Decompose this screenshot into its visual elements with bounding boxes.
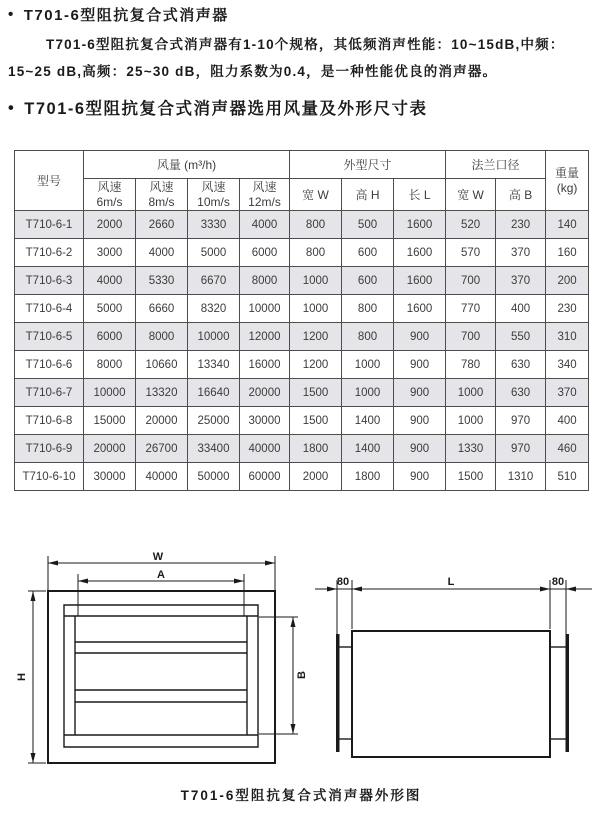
- value-cell: 1310: [496, 463, 546, 491]
- product-description: T701-6型阻抗复合式消声器有1-10个规格，其低频消声性能：10~15dB,中频：15~25 dB,高频：25~30 dB，阻力系数为0.4，是一种性能优良的消声器。: [8, 37, 565, 79]
- value-cell: 1000: [446, 379, 496, 407]
- value-cell: 1500: [446, 463, 496, 491]
- value-cell: 1000: [290, 267, 342, 295]
- dim-label-width: W: [152, 551, 164, 563]
- value-cell: 900: [394, 323, 446, 351]
- table-row: [15, 239, 589, 267]
- value-cell: 340: [546, 351, 589, 379]
- model-cell: T710-6-10: [15, 463, 84, 491]
- value-cell: 6000: [84, 323, 136, 351]
- value-cell: 1000: [290, 295, 342, 323]
- value-cell: 30000: [84, 463, 136, 491]
- weight-unit: (kg): [556, 180, 578, 195]
- col-header-width-w: 宽 W: [290, 179, 342, 211]
- value-cell: 520: [446, 211, 496, 239]
- value-cell: 570: [446, 239, 496, 267]
- section-heading-table: [8, 95, 428, 119]
- value-cell: 500: [342, 211, 394, 239]
- inner-frame: [64, 605, 258, 747]
- model-cell: T710-6-9: [15, 435, 84, 463]
- weight-label: 重量: [555, 165, 580, 180]
- value-cell: 2660: [136, 211, 188, 239]
- value-cell: 310: [546, 323, 589, 351]
- value-cell: 6670: [188, 267, 240, 295]
- value-cell: 600: [342, 239, 394, 267]
- value-cell: 3330: [188, 211, 240, 239]
- value-cell: 8000: [136, 323, 188, 351]
- value-cell: 900: [394, 351, 446, 379]
- table-row: [15, 435, 589, 463]
- front-view-body: [48, 591, 275, 763]
- col-group-outline-dims: 外型尺寸: [290, 151, 446, 179]
- value-cell: 40000: [136, 463, 188, 491]
- table-row: [15, 351, 589, 379]
- value-cell: 1400: [342, 435, 394, 463]
- value-cell: 200: [546, 267, 589, 295]
- value-cell: 400: [546, 407, 589, 435]
- value-cell: 370: [546, 379, 589, 407]
- spec-table-body: [15, 211, 589, 491]
- value-cell: 1330: [446, 435, 496, 463]
- col-header-weight: [546, 151, 589, 211]
- col-group-flange: 法兰口径: [446, 151, 546, 179]
- value-cell: 5000: [188, 239, 240, 267]
- section-heading-product: [8, 4, 229, 25]
- value-cell: 800: [290, 239, 342, 267]
- value-cell: 20000: [136, 407, 188, 435]
- value-cell: 370: [496, 239, 546, 267]
- value-cell: 4000: [136, 239, 188, 267]
- value-cell: 1600: [394, 267, 446, 295]
- value-cell: 900: [394, 463, 446, 491]
- value-cell: 12000: [240, 323, 290, 351]
- value-cell: 1200: [290, 351, 342, 379]
- outer-casing: [48, 591, 275, 763]
- value-cell: 1000: [342, 351, 394, 379]
- value-cell: 1400: [342, 407, 394, 435]
- bullet-icon: •: [8, 6, 15, 23]
- value-cell: 460: [546, 435, 589, 463]
- value-cell: 900: [394, 379, 446, 407]
- figure-caption: T701-6型阻抗复合式消声器外形图: [180, 788, 422, 803]
- col-header-flange-width: 宽 W: [446, 179, 496, 211]
- col-header-windspeed-8: 风速 8m/s: [136, 179, 188, 211]
- model-cell: T710-6-7: [15, 379, 84, 407]
- value-cell: 20000: [84, 435, 136, 463]
- value-cell: 6000: [240, 239, 290, 267]
- value-cell: 900: [394, 407, 446, 435]
- header-group-row: [15, 151, 589, 179]
- value-cell: 700: [446, 267, 496, 295]
- col-header-windspeed-6: 风速 6m/s: [84, 179, 136, 211]
- table-row: [15, 267, 589, 295]
- model-cell: T710-6-8: [15, 407, 84, 435]
- dim-label-right-flange: 80: [551, 576, 565, 588]
- bullet-icon: •: [8, 99, 16, 117]
- value-cell: 1800: [342, 463, 394, 491]
- side-view-body: [336, 631, 569, 757]
- value-cell: 140: [546, 211, 589, 239]
- value-cell: 33400: [188, 435, 240, 463]
- value-cell: 8000: [240, 267, 290, 295]
- value-cell: 13340: [188, 351, 240, 379]
- value-cell: 1600: [394, 239, 446, 267]
- header-sub-row: [15, 179, 589, 211]
- value-cell: 5330: [136, 267, 188, 295]
- value-cell: 2000: [290, 463, 342, 491]
- dim-label-inner-width: A: [157, 569, 165, 581]
- dim-label-height: H: [16, 673, 28, 681]
- value-cell: 1500: [290, 379, 342, 407]
- col-header-height-h: 高 H: [342, 179, 394, 211]
- spec-table-header: [15, 151, 589, 211]
- value-cell: 10000: [84, 379, 136, 407]
- value-cell: 8000: [84, 351, 136, 379]
- table-row: [15, 379, 589, 407]
- model-cell: T710-6-5: [15, 323, 84, 351]
- value-cell: 800: [342, 323, 394, 351]
- model-cell: T710-6-3: [15, 267, 84, 295]
- product-title: T701-6型阻抗复合式消声器: [23, 7, 229, 24]
- value-cell: 550: [496, 323, 546, 351]
- value-cell: 60000: [240, 463, 290, 491]
- value-cell: 780: [446, 351, 496, 379]
- model-cell: T710-6-1: [15, 211, 84, 239]
- value-cell: 510: [546, 463, 589, 491]
- value-cell: 970: [496, 435, 546, 463]
- value-cell: 160: [546, 239, 589, 267]
- side-view-drawing: [305, 545, 602, 775]
- value-cell: 770: [446, 295, 496, 323]
- value-cell: 5000: [84, 295, 136, 323]
- value-cell: 4000: [240, 211, 290, 239]
- value-cell: 13320: [136, 379, 188, 407]
- spec-table: [14, 150, 589, 491]
- value-cell: 1800: [290, 435, 342, 463]
- value-cell: 1500: [290, 407, 342, 435]
- value-cell: 10000: [188, 323, 240, 351]
- value-cell: 16000: [240, 351, 290, 379]
- value-cell: 10660: [136, 351, 188, 379]
- value-cell: 700: [446, 323, 496, 351]
- model-cell: T710-6-6: [15, 351, 84, 379]
- value-cell: 400: [496, 295, 546, 323]
- value-cell: 800: [290, 211, 342, 239]
- value-cell: 4000: [84, 267, 136, 295]
- table-section-title: T701-6型阻抗复合式消声器选用风量及外形尺寸表: [24, 100, 428, 118]
- value-cell: 230: [546, 295, 589, 323]
- value-cell: 1000: [342, 379, 394, 407]
- value-cell: 970: [496, 407, 546, 435]
- value-cell: 30000: [240, 407, 290, 435]
- col-header-length-l: 长 L: [394, 179, 446, 211]
- table-row: [15, 463, 589, 491]
- value-cell: 3000: [84, 239, 136, 267]
- left-flange: [336, 634, 340, 752]
- value-cell: 26700: [136, 435, 188, 463]
- flange-connector-lines: [340, 647, 566, 739]
- value-cell: 900: [394, 435, 446, 463]
- table-row: [15, 295, 589, 323]
- value-cell: 25000: [188, 407, 240, 435]
- table-row: [15, 211, 589, 239]
- value-cell: 40000: [240, 435, 290, 463]
- col-header-model: 型号: [15, 151, 84, 211]
- value-cell: 600: [342, 267, 394, 295]
- value-cell: 15000: [84, 407, 136, 435]
- model-cell: T710-6-2: [15, 239, 84, 267]
- value-cell: 630: [496, 379, 546, 407]
- value-cell: 2000: [84, 211, 136, 239]
- col-group-air-volume: 风量 (m³/h): [84, 151, 290, 179]
- value-cell: 16640: [188, 379, 240, 407]
- silencer-body: [352, 631, 550, 757]
- value-cell: 370: [496, 267, 546, 295]
- value-cell: 6660: [136, 295, 188, 323]
- value-cell: 1000: [446, 407, 496, 435]
- value-cell: 800: [342, 295, 394, 323]
- table-row: [15, 407, 589, 435]
- value-cell: 10000: [240, 295, 290, 323]
- dim-label-left-flange: 80: [336, 576, 350, 588]
- baffle-lines: [64, 616, 258, 735]
- col-header-windspeed-10: 风速 10m/s: [188, 179, 240, 211]
- col-header-flange-height: 高 B: [496, 179, 546, 211]
- value-cell: 230: [496, 211, 546, 239]
- value-cell: 50000: [188, 463, 240, 491]
- value-cell: 630: [496, 351, 546, 379]
- col-header-windspeed-12: 风速 12m/s: [240, 179, 290, 211]
- right-flange: [566, 634, 570, 752]
- value-cell: 1200: [290, 323, 342, 351]
- value-cell: 1600: [394, 211, 446, 239]
- value-cell: 20000: [240, 379, 290, 407]
- table-row: [15, 323, 589, 351]
- dim-label-inner-height: B: [296, 671, 308, 679]
- value-cell: 1600: [394, 295, 446, 323]
- dim-label-length: L: [447, 576, 455, 588]
- front-view-drawing: [15, 543, 315, 778]
- value-cell: 8320: [188, 295, 240, 323]
- model-cell: T710-6-4: [15, 295, 84, 323]
